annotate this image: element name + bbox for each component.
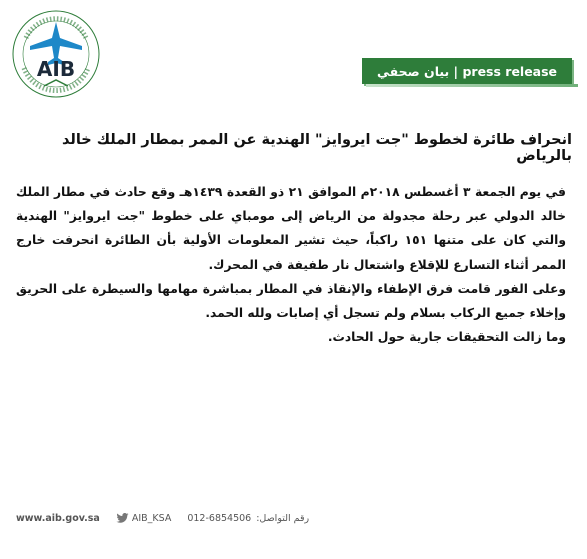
twitter-icon bbox=[116, 513, 129, 523]
paragraph-3: وما زالت التحقيقات جارية حول الحادث. bbox=[327, 330, 566, 345]
phone-label: رقم التواصل: bbox=[256, 512, 310, 524]
banner-accent bbox=[366, 84, 578, 87]
aib-logo-icon bbox=[10, 8, 102, 100]
logo-text: AIB bbox=[36, 57, 76, 81]
paragraph-1: في يوم الجمعة ٣ أغسطس ٢٠١٨م الموافق ٢١ ذو القعدة ١٤٣٩هـ وقع حادث في مطار الملك خالد الدولي عبر رحلة مجدولة من الرياض إلى مومباي على خطوط "جت ايروايز" الهندية والتي كان على متنها ١٥١ راكباً، حيث تشير المعلومات الأولية بأن الطائرة انحرفت خارج الممر أثناء التسارع للإقلاع واشتعال نار طفيفة في المحرك. bbox=[16, 185, 566, 272]
headline: انحراف طائرة لخطوط "جت ايروايز" الهندية عن الممر بمطار الملك خالد بالرياض bbox=[62, 132, 572, 164]
press-body bbox=[16, 180, 566, 349]
paragraph-2: وعلى الفور قامت فرق الإطفاء والإنقاذ في المطار بمباشرة مهامها والسيطرة على الحريق وإخلاء جميع الركاب بسلام ولم تسجل أي إصابات ولله الحمد. bbox=[16, 281, 566, 321]
phone-contact bbox=[187, 513, 309, 524]
twitter-handle: AIB_KSA bbox=[131, 512, 172, 524]
footer bbox=[16, 508, 572, 528]
press-release-banner bbox=[362, 58, 572, 84]
twitter-link[interactable] bbox=[116, 513, 172, 524]
banner-label: بيان صحفي | press release bbox=[376, 63, 558, 79]
aib-logo bbox=[10, 8, 102, 100]
website-link[interactable]: www.aib.gov.sa bbox=[16, 512, 100, 524]
phone-number: 012-6854506 bbox=[187, 512, 252, 524]
